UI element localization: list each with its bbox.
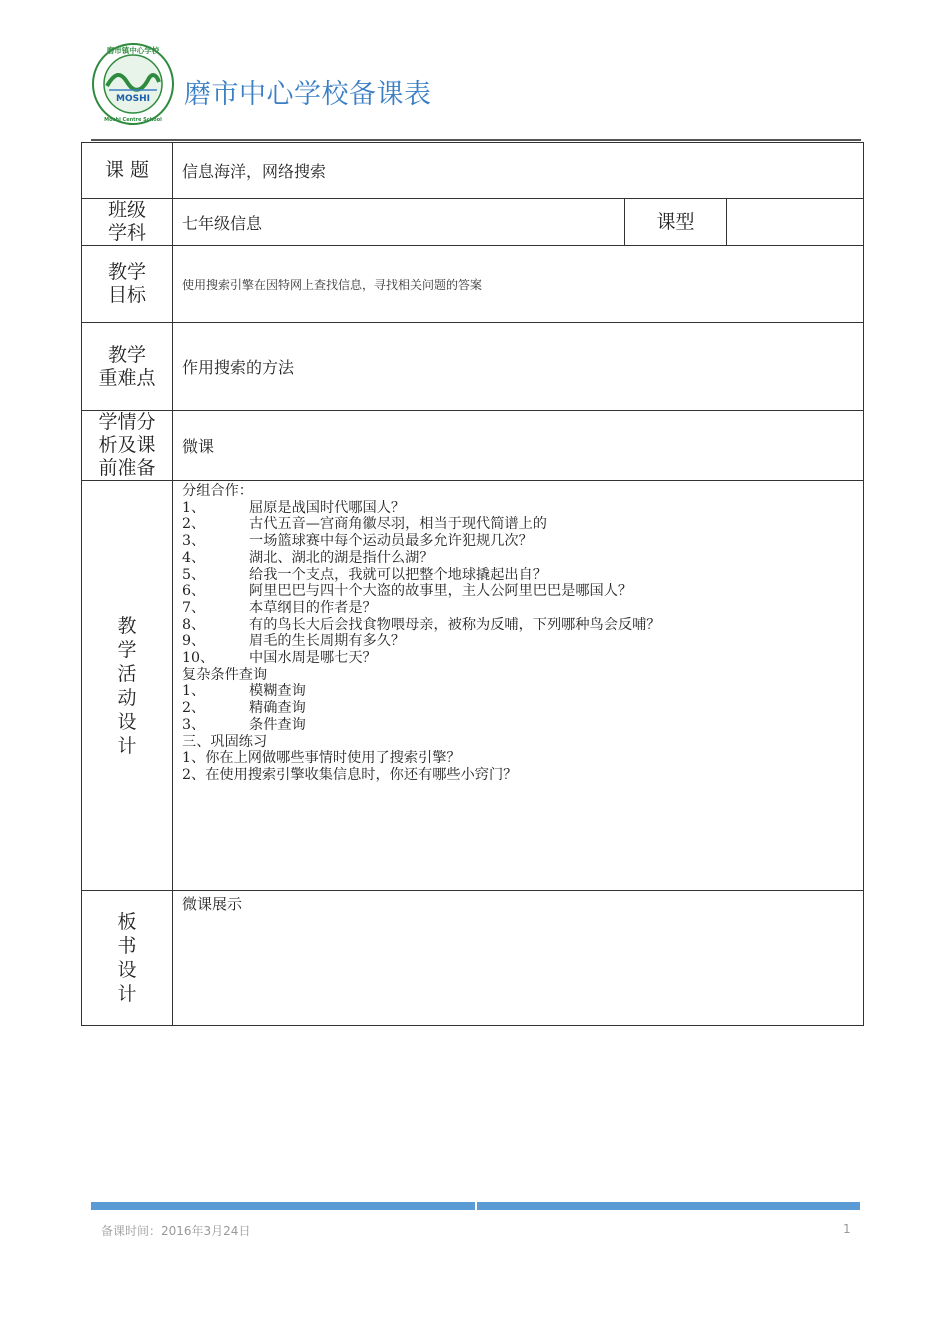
- logo-text-bottom: Moshi Centre School: [104, 117, 162, 123]
- class-label: [82, 199, 173, 246]
- logo-text-mid: MOSHI: [116, 94, 150, 104]
- item-text: 眉毛的生长周期有多久？: [249, 633, 406, 650]
- page-header: [91, 42, 861, 142]
- activity-item: [182, 617, 863, 634]
- document-title: 磨市中心学校备课表: [184, 79, 432, 110]
- board-label-char: 计: [117, 983, 137, 1005]
- footer-bar: [91, 1202, 860, 1210]
- row-board: [82, 891, 864, 1026]
- activity-item: [182, 600, 863, 617]
- footer-date: 备课时间：2016年3月24日: [101, 1224, 251, 1238]
- item-number: 8、: [182, 616, 206, 633]
- lesson-plan-table: [81, 142, 864, 1026]
- item-text: 给我一个支点，我就可以把整个地球撬起出自？: [249, 566, 547, 583]
- activity-item: [182, 633, 863, 650]
- topic-value: 信息海洋，网络搜索: [173, 143, 864, 199]
- activity-item: [182, 516, 863, 533]
- analysis-value: 微课: [173, 411, 864, 481]
- class-label-line-1: 班级: [107, 199, 146, 221]
- key-label-line-1: 教学: [107, 343, 146, 366]
- complex-item: [182, 700, 863, 717]
- type-value: [727, 199, 864, 246]
- item-number: 1、: [182, 499, 206, 516]
- goal-value: 使用搜索引擎在因特网上查找信息，寻找相关问题的答案: [173, 246, 864, 323]
- activity-item: [182, 500, 863, 517]
- activity-label-char: 动: [117, 686, 137, 709]
- item-number: 2、: [182, 700, 206, 717]
- activity-label-char: 学: [117, 638, 137, 661]
- analysis-label-line-1: 学情分: [98, 411, 156, 433]
- activity-item: [182, 583, 863, 600]
- item-text: 有的鸟长大后会找食物喂母亲，被称为反哺，下列哪种鸟会反哺？: [249, 616, 661, 633]
- analysis-label: [82, 411, 173, 481]
- item-number: 4、: [182, 549, 206, 566]
- footer-bar-divider: [475, 1202, 477, 1210]
- activity-item: [182, 567, 863, 584]
- board-label-char: 书: [117, 935, 137, 957]
- activity-label-char: 计: [117, 734, 137, 757]
- activity-header: 分组合作：: [182, 483, 253, 499]
- analysis-label-line-2: 析及课: [98, 434, 156, 456]
- board-label-char: 板: [117, 911, 137, 933]
- item-number: 2、: [182, 516, 206, 533]
- row-activity: [82, 481, 864, 891]
- item-text: 条件查询: [249, 716, 306, 733]
- page-number: 1: [843, 1222, 851, 1236]
- item-text: 模糊查询: [249, 683, 306, 700]
- item-text: 湖北、湖北的湖是指什么湖？: [249, 549, 434, 566]
- board-label-char: 设: [117, 959, 137, 981]
- practice-item: 1、你在上网做哪些事情时使用了搜索引擎？: [182, 750, 461, 767]
- goal-label-line-1: 教学: [107, 261, 146, 283]
- activity-label: [82, 481, 173, 891]
- row-goal: [82, 246, 864, 323]
- key-value: 作用搜索的方法: [173, 323, 864, 411]
- activity-label-char: 活: [117, 662, 137, 685]
- header-divider: [91, 139, 861, 141]
- practice-item: 2、在使用搜索引擎收集信息时，你还有哪些小窍门？: [182, 766, 518, 783]
- item-text: 古代五音—宫商角徽尽羽，相当于现代简谱上的: [249, 516, 547, 533]
- complex-item: [182, 717, 863, 734]
- item-number: 10、: [182, 650, 215, 667]
- key-label: [82, 323, 173, 411]
- item-number: 1、: [182, 683, 206, 700]
- item-number: 9、: [182, 633, 206, 650]
- activity-item: [182, 533, 863, 550]
- logo-text-top: 磨市镇中心学校: [106, 46, 160, 55]
- school-logo: [91, 42, 175, 126]
- goal-label-line-2: 目标: [107, 284, 146, 306]
- activity-content: [173, 481, 864, 891]
- topic-label: 课 题: [82, 143, 173, 199]
- item-number: 7、: [182, 599, 206, 616]
- row-topic: [82, 143, 864, 199]
- item-number: 3、: [182, 716, 206, 733]
- board-value: 微课展示: [173, 891, 864, 1026]
- item-text: 精确查询: [249, 700, 306, 717]
- activity-item: [182, 650, 863, 667]
- goal-label: [82, 246, 173, 323]
- item-number: 5、: [182, 566, 206, 583]
- complex-item: [182, 683, 863, 700]
- key-label-line-2: 重难点: [98, 366, 156, 389]
- analysis-label-line-3: 前准备: [98, 457, 156, 479]
- activity-item: [182, 550, 863, 567]
- activity-label-char: 设: [117, 710, 137, 733]
- class-value: 七年级信息: [173, 199, 625, 246]
- board-label: [82, 891, 173, 1026]
- row-class: [82, 199, 864, 246]
- row-key-points: [82, 323, 864, 411]
- item-number: 6、: [182, 583, 206, 600]
- practice-header: 三、巩固练习: [182, 733, 268, 750]
- item-text: 中国水周是哪七天？: [249, 650, 377, 667]
- row-analysis: [82, 411, 864, 481]
- item-text: 本草纲目的作者是？: [249, 599, 377, 616]
- type-label: 课型: [625, 199, 727, 246]
- item-text: 阿里巴巴与四十个大盗的故事里，主人公阿里巴巴是哪国人？: [249, 583, 633, 600]
- item-number: 3、: [182, 533, 206, 550]
- item-text: 一场篮球赛中每个运动员最多允许犯规几次？: [249, 533, 533, 550]
- item-text: 屈原是战国时代哪国人？: [249, 499, 406, 516]
- class-label-line-2: 学科: [107, 222, 146, 244]
- activity-label-char: 教: [117, 614, 137, 637]
- complex-query-header: 复杂条件查询: [182, 666, 268, 683]
